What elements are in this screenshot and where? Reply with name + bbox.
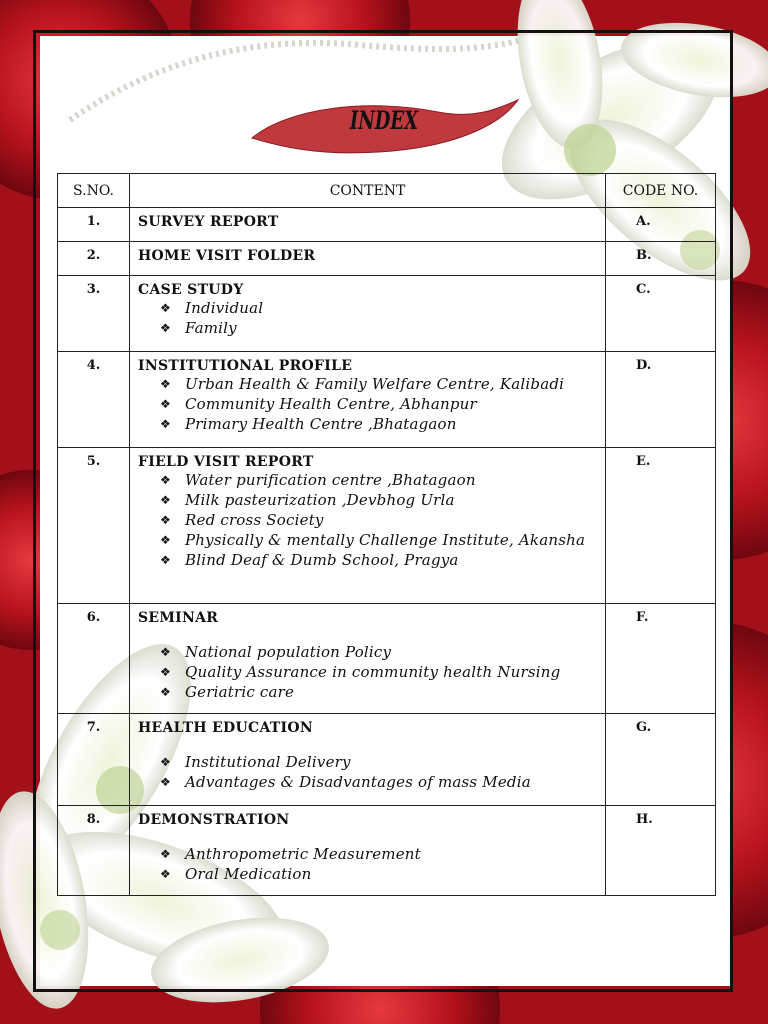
row-title: SEMINAR (138, 610, 219, 626)
list-item: ❖ Oral Medication (160, 864, 605, 884)
row-content (130, 448, 606, 604)
row-sno: 7. (58, 714, 130, 806)
row-code: A. (606, 208, 716, 242)
row-code: F. (606, 604, 716, 714)
list-item: ❖ Individual (160, 298, 605, 318)
row-content (130, 276, 606, 352)
row-content (130, 352, 606, 448)
list-item: ❖ Quality Assurance in community health Nursing (160, 662, 605, 682)
row-sno: 3. (58, 276, 130, 352)
row-code: H. (606, 806, 716, 896)
row-content (130, 242, 606, 276)
row-title: DEMONSTRATION (138, 812, 290, 828)
row-sno: 6. (58, 604, 130, 714)
table-row (58, 276, 716, 352)
row-title: CASE STUDY (138, 282, 244, 298)
header-code: CODE NO. (606, 174, 716, 208)
list-item: ❖ Red cross Society (160, 510, 605, 530)
row-content (130, 806, 606, 896)
list-item: ❖ Family (160, 318, 605, 338)
list-item: ❖ Geriatric care (160, 682, 605, 702)
table-header-row (58, 174, 716, 208)
list-item: ❖ National population Policy (160, 642, 605, 662)
list-item: ❖ Community Health Centre, Abhanpur (160, 394, 605, 414)
table-row (58, 604, 716, 714)
row-content (130, 714, 606, 806)
list-item: ❖ Blind Deaf & Dumb School, Pragya (160, 550, 605, 570)
header-sno: S.NO. (58, 174, 130, 208)
row-title: HOME VISIT FOLDER (138, 248, 316, 264)
row-sno: 2. (58, 242, 130, 276)
index-title-banner (248, 98, 520, 160)
row-code: C. (606, 276, 716, 352)
list-item: ❖ Urban Health & Family Welfare Centre, Kalibadi (160, 374, 605, 394)
table-row (58, 806, 716, 896)
row-code: B. (606, 242, 716, 276)
table-row (58, 208, 716, 242)
sub-item-list (138, 642, 605, 702)
page-title: INDEX (349, 106, 419, 135)
sub-item-list (138, 470, 605, 570)
index-table (57, 173, 716, 896)
row-sno: 4. (58, 352, 130, 448)
sub-item-list (138, 298, 605, 338)
row-title: INSTITUTIONAL PROFILE (138, 358, 353, 374)
list-item: ❖ Primary Health Centre ,Bhatagaon (160, 414, 605, 434)
row-title: HEALTH EDUCATION (138, 720, 314, 736)
table-row (58, 242, 716, 276)
list-item: ❖ Anthropometric Measurement (160, 844, 605, 864)
sub-item-list (138, 844, 605, 884)
row-code: D. (606, 352, 716, 448)
row-sno: 1. (58, 208, 130, 242)
row-title: SURVEY REPORT (138, 214, 279, 230)
table-row (58, 714, 716, 806)
row-content (130, 604, 606, 714)
list-item: ❖ Advantages & Disadvantages of mass Media (160, 772, 605, 792)
list-item: ❖ Institutional Delivery (160, 752, 605, 772)
row-code: G. (606, 714, 716, 806)
table-row (58, 448, 716, 604)
sub-item-list (138, 374, 605, 434)
row-sno: 5. (58, 448, 130, 604)
row-sno: 8. (58, 806, 130, 896)
table-row (58, 352, 716, 448)
row-code: E. (606, 448, 716, 604)
list-item: ❖ Water purification centre ,Bhatagaon (160, 470, 605, 490)
list-item: ❖ Physically & mentally Challenge Institute, Akansha (160, 530, 605, 550)
list-item: ❖ Milk pasteurization ,Devbhog Urla (160, 490, 605, 510)
row-content (130, 208, 606, 242)
header-content: CONTENT (130, 174, 606, 208)
row-title: FIELD VISIT REPORT (138, 454, 314, 470)
sub-item-list (138, 752, 605, 792)
